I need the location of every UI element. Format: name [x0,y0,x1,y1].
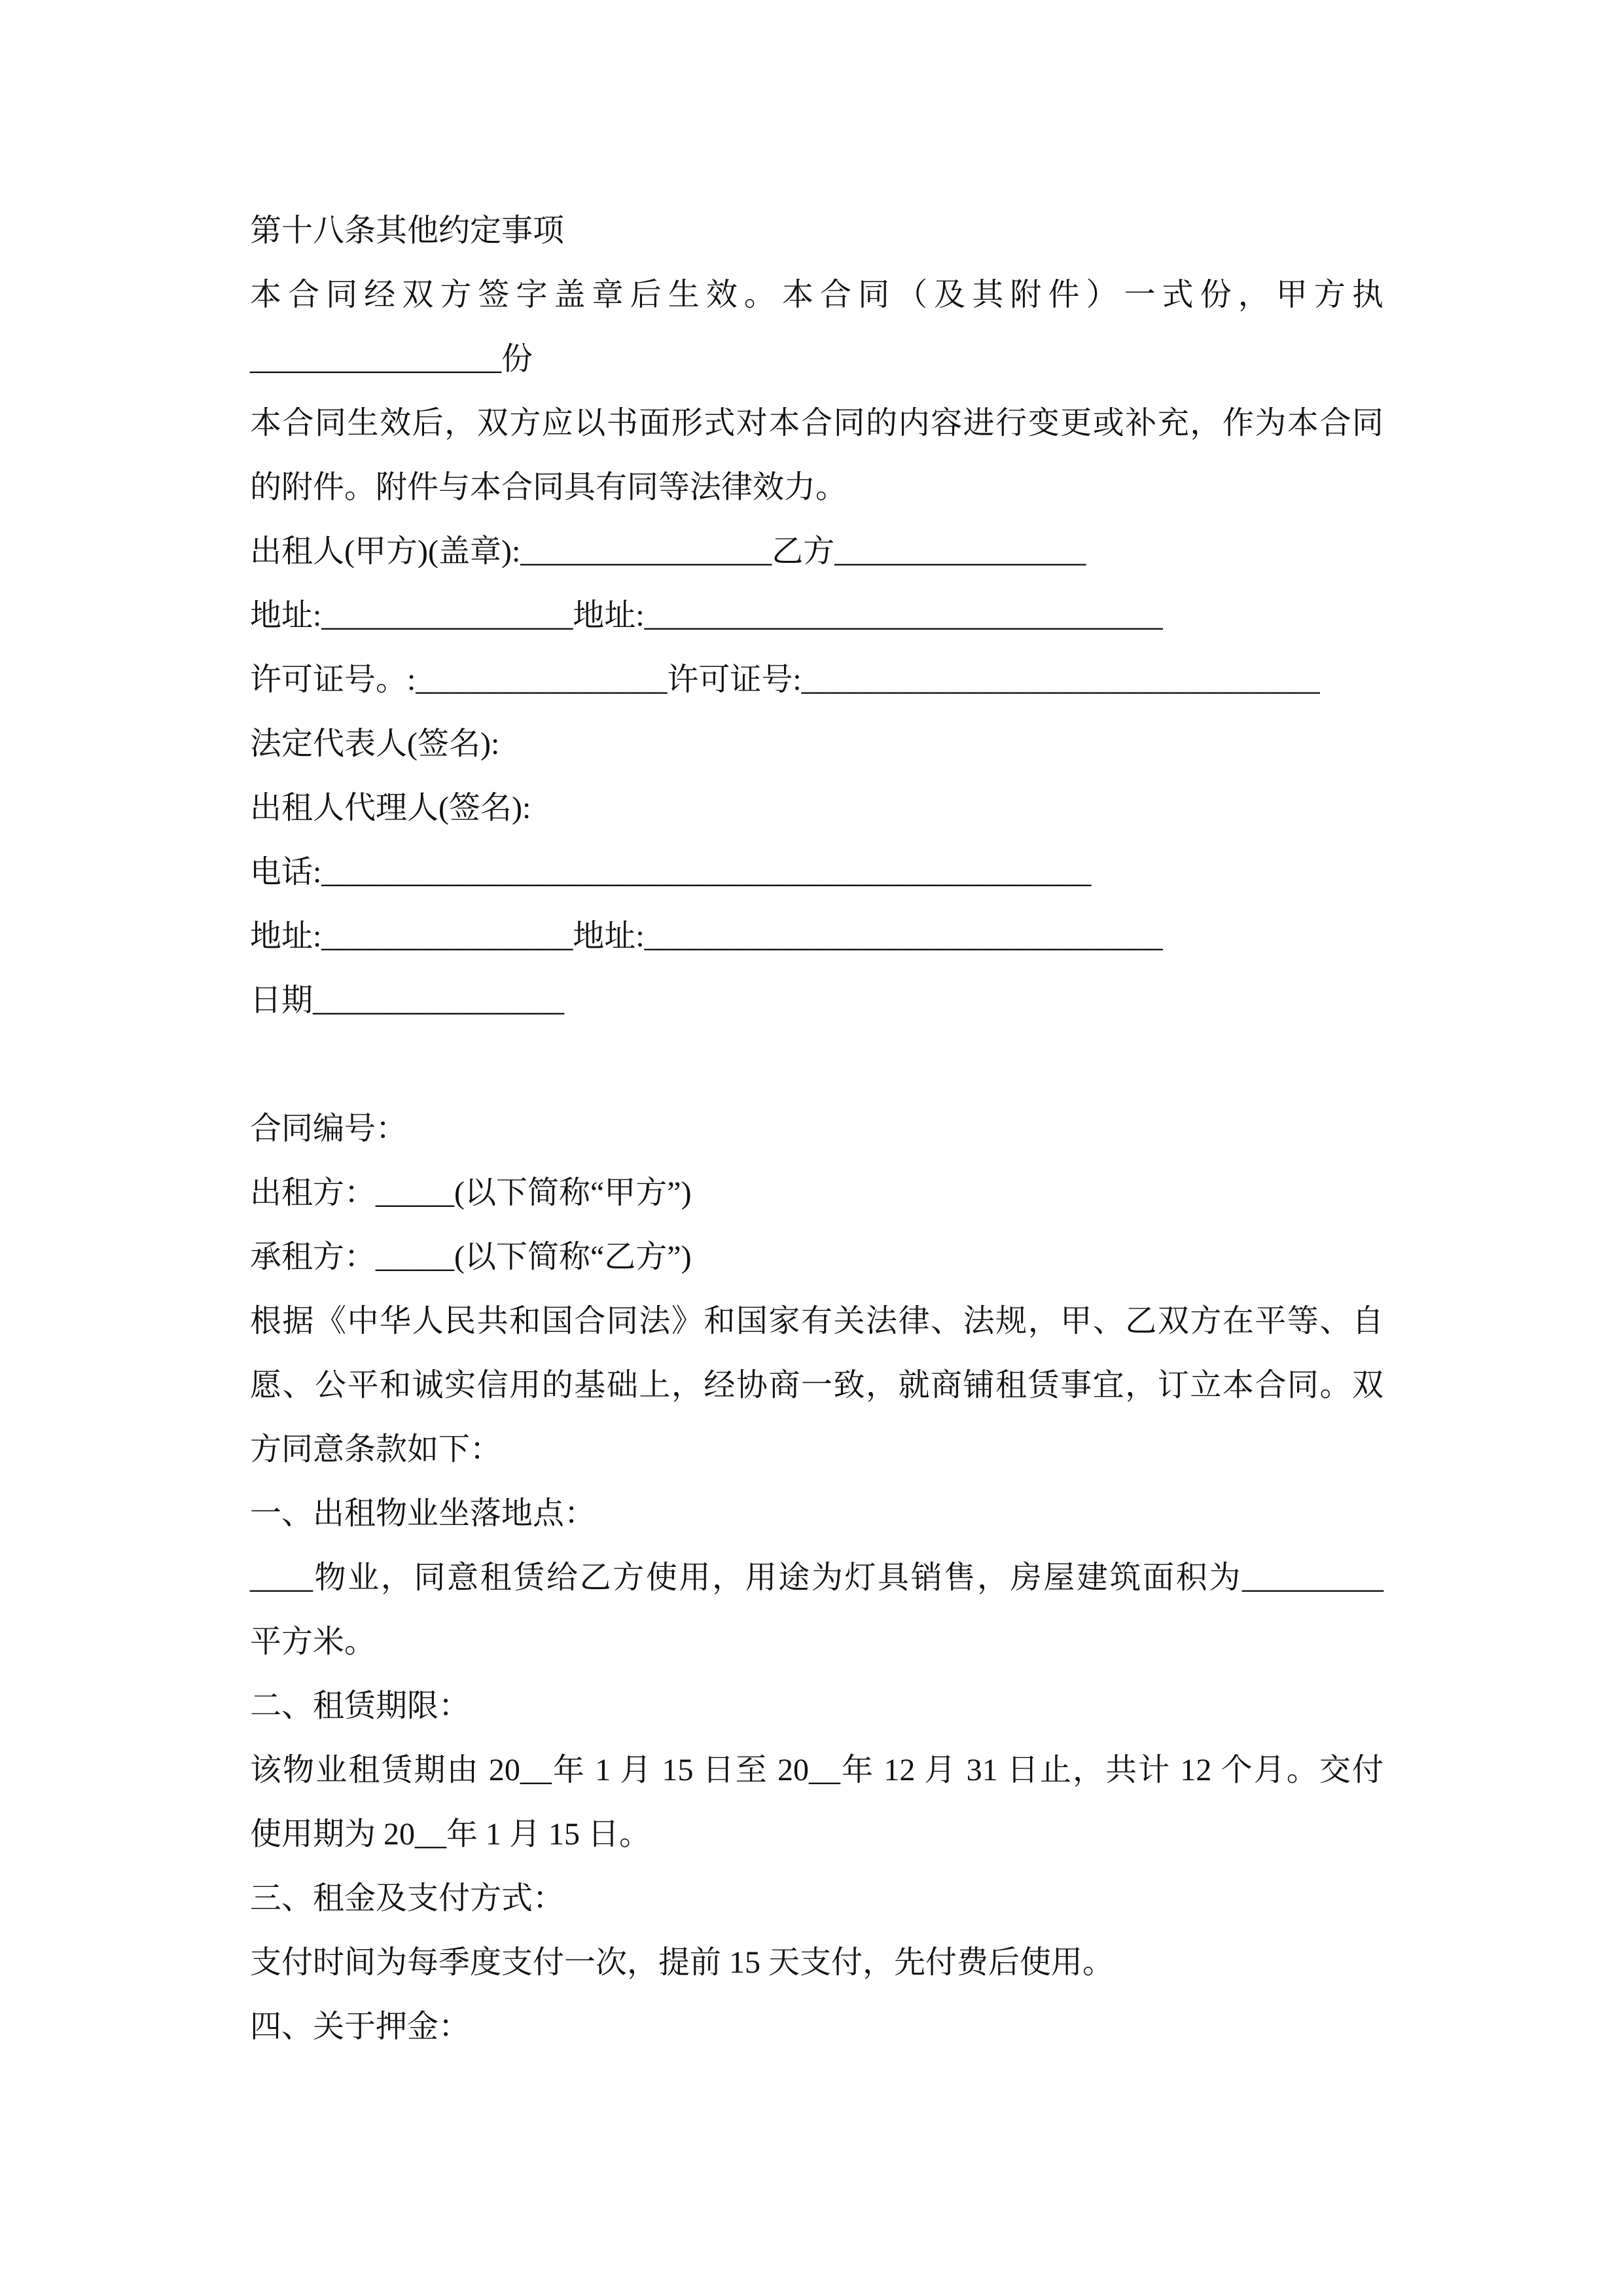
signature-phone: 电话:_________________________________________________ [250,855,1092,889]
article-3-heading: 三、租金及支付方式： [250,1881,565,1916]
signature-date: 日期________________ [250,983,565,1018]
article-2-body-line-2: 使用期为 20__年 1 月 15 日。 [250,1817,651,1852]
contract-preamble-line-2: 愿、公平和诚实信用的基础上，经协商一致，就商铺租赁事宜，订立本合同。双 [250,1368,1383,1403]
clause-18-amend-line-2: 的附件。附件与本合同具有同等法律效力。 [250,470,847,505]
contract-lessor: 出租方：_____(以下简称“甲方”) [250,1175,692,1210]
contract-preamble-line-1: 根据《中华人民共和国合同法》和国家有关法律、法规，甲、乙双方在平等、自 [250,1304,1383,1338]
article-1-body-line-1: ____物业，同意租赁给乙方使用，用途为灯具销售，房屋建筑面积为_________ [250,1560,1383,1595]
article-4-heading: 四、关于押金： [250,2009,471,2044]
article-1-body-line-2: 平方米。 [250,1624,376,1659]
article-2-body-line-1: 该物业租赁期由 20__年 1 月 15 日至 20__年 12 月 31 日止，共计 12 个月。交付 [250,1753,1383,1787]
clause-18-amend-line-1: 本合同生效后，双方应以书面形式对本合同的内容进行变更或补充，作为本合同 [250,406,1383,440]
signature-license-number: 许可证号。:________________许可证号:_________________________________ [250,662,1320,697]
article-2-heading: 二、租赁期限： [250,1689,471,1723]
clause-18-title: 第十八条其他约定事项 [250,213,565,248]
section-gap [250,1033,1383,1097]
article-3-body-line-1: 支付时间为每季度支付一次，提前 15 天支付，先付费后使用。 [250,1945,1115,1980]
signature-lessor-seal: 出租人(甲方)(盖章):________________乙方________________ [250,534,1086,569]
signature-lessor-agent: 出租人代理人(签名): [250,791,531,825]
contract-preamble-line-3: 方同意条款如下： [250,1432,502,1467]
article-1-heading: 一、出租物业坐落地点： [250,1496,596,1531]
signature-address-1: 地址:________________地址:_________________________________ [250,598,1163,633]
contract-number: 合同编号： [250,1111,408,1146]
signature-legal-representative: 法定代表人(签名): [250,726,500,761]
clause-18-effect-line-1: 本合同经双方签字盖章后生效。本合同（及其附件）一式份，甲方执 [250,278,1383,312]
signature-address-2: 地址:________________地址:_________________________________ [250,919,1163,954]
clause-18-effect-line-2: ________________份 [250,342,533,376]
contract-lessee: 承租方：_____(以下简称“乙方”) [250,1240,692,1274]
